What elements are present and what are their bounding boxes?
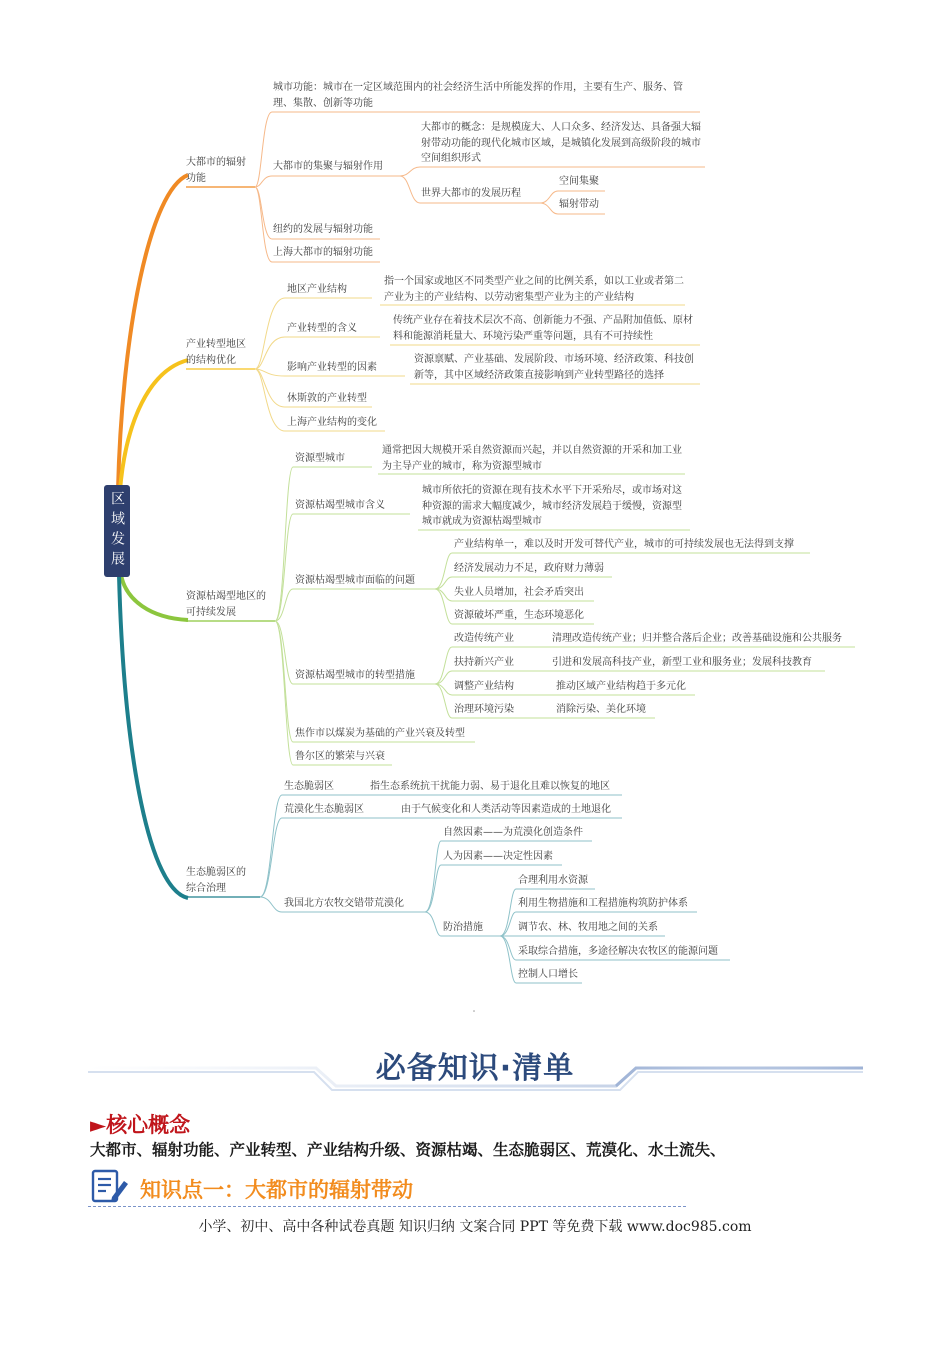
branch-1-label: 大都市的辐射功能 <box>186 157 246 184</box>
measure-4-label: 治理环境污染 <box>454 704 514 715</box>
exhausted-city-meaning-desc: 城市所依托的资源在现有技术水平下开采殆尽，或市场对这种资源的需求大幅度减少，城市经济发展趋于缓慢，资源型城市就成为资源枯竭型城市 <box>422 485 682 527</box>
measure-2-desc: 引进和发展高科技产业，新型工业和服务业；发展科技教育 <box>552 657 812 668</box>
measure-4-desc: 消除污染、美化环境 <box>556 704 646 715</box>
resource-city-node: 资源型城市 <box>295 453 345 464</box>
ruhr-node: 鲁尔区的繁荣与兴衰 <box>295 751 385 762</box>
prevention-4: 采取综合措施，多途径解决农牧区的能源问题 <box>518 946 718 957</box>
desertification-zone-node: 荒漠化生态脆弱区 <box>284 804 364 815</box>
houston-node: 休斯敦的产业转型 <box>287 393 367 404</box>
prevention-node: 防治措施 <box>443 922 483 933</box>
prevention-3: 调节农、林、牧用地之间的关系 <box>518 922 658 933</box>
shanghai-radiation-node: 上海大都市的辐射功能 <box>273 247 373 258</box>
branch-line-4 <box>119 575 188 898</box>
radiation-drive-node: 辐射带动 <box>559 199 599 210</box>
footer-text: 小学、初中、高中各种试卷真题 知识归纳 文案合同 PPT 等免费下载 www.doc985.com <box>198 1219 752 1235</box>
measure-2-label: 扶持新兴产业 <box>454 657 514 668</box>
knowledge-point-divider <box>88 1206 686 1207</box>
measure-1-label: 改造传统产业 <box>454 633 514 644</box>
agglomeration-node: 大都市的集聚与辐射作用 <box>273 161 383 172</box>
branch-4-label: 生态脆弱区的综合治理 <box>186 867 246 894</box>
world-metropolis-history-node: 世界大都市的发展历程 <box>421 188 521 199</box>
exhausted-city-problems-node: 资源枯竭型城市面临的问题 <box>295 575 415 586</box>
spatial-agglomeration-node: 空间集聚 <box>559 176 599 187</box>
measure-3-label: 调整产业结构 <box>454 681 514 692</box>
measure-3-desc: 推动区域产业结构趋于多元化 <box>556 681 686 692</box>
transformation-factors-desc: 资源禀赋、产业基础、发展阶段、市场环境、经济政策、科技创新等，其中区域经济政策直接影响到产业转型路径的选择 <box>414 354 694 381</box>
branch-line-2 <box>120 360 188 490</box>
fragile-zone-desc: 指生态系统抗干扰能力弱、易于退化且难以恢复的地区 <box>370 781 610 792</box>
metropolis-concept-node: 大都市的概念：是规模庞大、人口众多、经济发达、具备强大辐射带动功能的现代化城市区域，是城镇化发展到高级阶段的城市空间组织形式 <box>421 122 701 164</box>
northern-desertification-node: 我国北方农牧交错带荒漠化 <box>284 898 404 909</box>
core-concepts-title: ►核心概念 <box>90 1113 191 1137</box>
jiaozuo-node: 焦作市以煤炭为基础的产业兴衰及转型 <box>295 728 465 739</box>
exhausted-city-meaning-node: 资源枯竭型城市含义 <box>295 500 385 511</box>
branch-3-label: 资源枯竭型地区的可持续发展 <box>186 591 266 618</box>
core-concepts-text: 大都市、辐射功能、产业转型、产业结构升级、资源枯竭、生态脆弱区、荒漠化、水土流失、 <box>90 1141 726 1159</box>
resource-city-desc: 通常把因大规模开采自然资源而兴起，并以自然资源的开采和加工业为主导产业的城市，称为资源型城市 <box>382 445 682 472</box>
prevention-5: 控制人口增长 <box>518 969 578 980</box>
desertification-zone-desc: 由于气候变化和人类活动等因素造成的土地退化 <box>401 804 611 815</box>
transformation-measures-node: 资源枯竭型城市的转型措施 <box>295 670 415 681</box>
notepad-edit-icon <box>90 1167 130 1207</box>
knowledge-point-title: 知识点一：大都市的辐射带动 <box>140 1178 413 1202</box>
problem-1: 产业结构单一，难以及时开发可替代产业，城市的可持续发展也无法得到支撑 <box>454 539 794 550</box>
problem-2: 经济发展动力不足，政府财力薄弱 <box>454 563 604 574</box>
prevention-1: 合理利用水资源 <box>518 875 588 886</box>
measure-1-desc: 清理改造传统产业；归并整合落后企业；改善基础设施和公共服务 <box>552 633 842 644</box>
problem-3: 失业人员增加，社会矛盾突出 <box>454 587 584 598</box>
new-york-node: 纽约的发展与辐射功能 <box>273 224 373 235</box>
problem-4: 资源破坏严重，生态环境恶化 <box>454 610 584 621</box>
regional-industry-structure-node: 地区产业结构 <box>287 284 347 295</box>
human-factor-node: 人为因素——决定性因素 <box>443 851 553 862</box>
fragile-zone-node: 生态脆弱区 <box>284 781 334 792</box>
transformation-factors-node: 影响产业转型的因素 <box>287 362 377 373</box>
natural-factor-node: 自然因素——为荒漠化创造条件 <box>443 827 583 838</box>
industry-transformation-meaning-node: 产业转型的含义 <box>287 323 357 334</box>
section-banner-title: 必备知识·清单 <box>375 1051 575 1086</box>
regional-industry-structure-desc: 指一个国家或地区不同类型产业之间的比例关系，如以工业或者第二产业为主的产业结构、以劳动密集型产业为主的产业结构 <box>384 276 684 303</box>
mind-map-root: 区域发展 <box>104 485 130 577</box>
city-function-node: 城市功能：城市在一定区域范围内的社会经济生活中所能发挥的作用，主要有生产、服务、管理、集散、创新等功能 <box>273 82 683 109</box>
prevention-2: 利用生物措施和工程措施构筑防护体系 <box>518 898 688 909</box>
industry-transformation-meaning-desc: 传统产业存在着技术层次不高、创新能力不强、产品附加值低、原材料和能源消耗量大、环境污染严重等问题，具有不可持续性 <box>393 315 693 342</box>
branch-2-label: 产业转型地区的结构优化 <box>186 339 246 366</box>
branch-line-3 <box>121 575 188 620</box>
shanghai-industry-node: 上海产业结构的变化 <box>287 417 377 428</box>
